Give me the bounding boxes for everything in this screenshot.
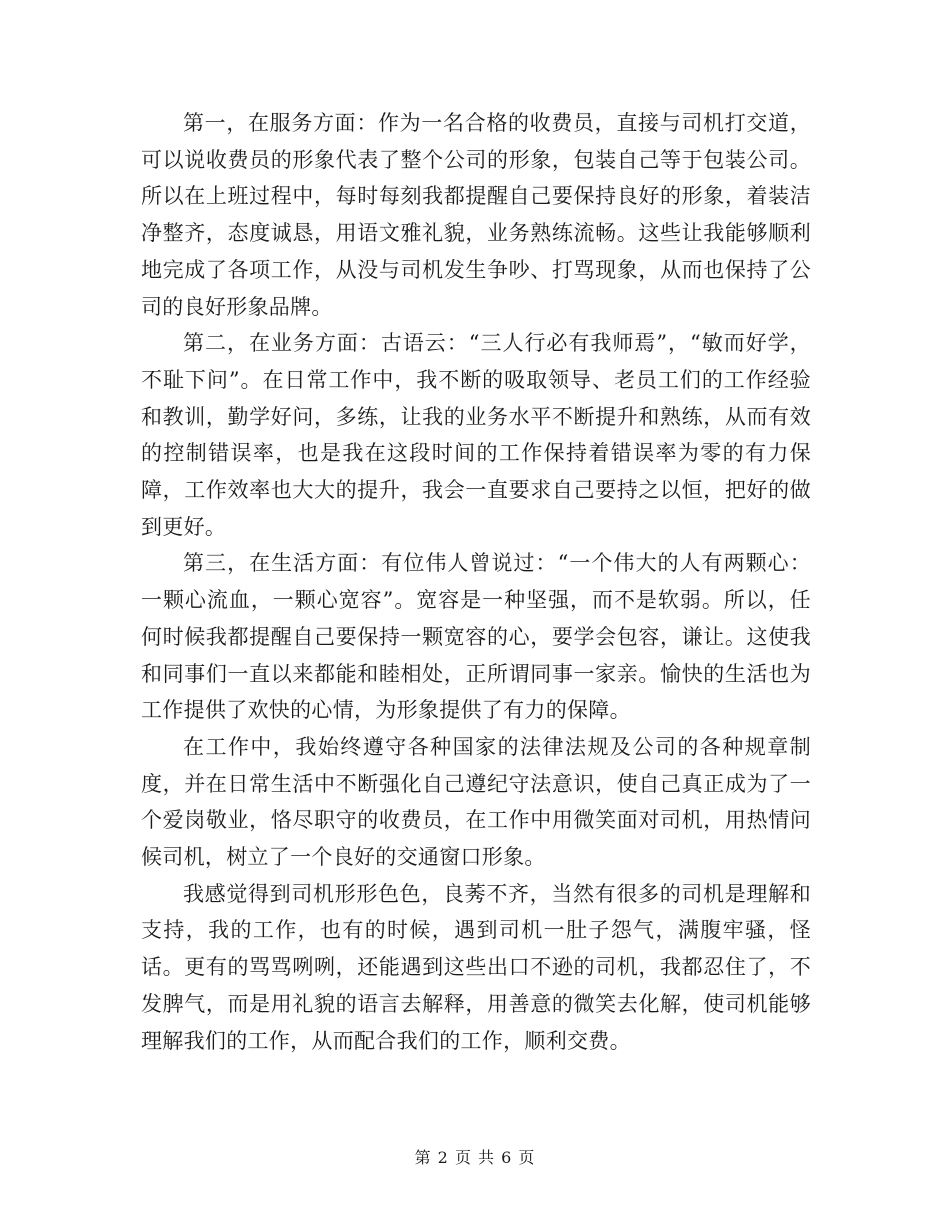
paragraph-business: 第二，在业务方面：古语云：“三人行必有我师焉”，“敏而好学，不耻下问”。在日常工作中，我不断的吸取领导、老员工们的工作经验和教训，勤学好问，多练，让我的业务水平不断提升和熟练，从而有效的控制错误率，也是我在这段时间的工作保持着错误率为零的有力保障，工作效率也大大的提升，我会一直要求自己要持之以恒，把好的做到更好。 — [141, 331, 811, 539]
page-number-footer: 第 2 页 共 6 页 — [414, 1148, 536, 1167]
paragraph-compliance: 在工作中，我始终遵守各种国家的法律法规及公司的各种规章制度，并在日常生活中不断强化自己遵纪守法意识，使自己真正成为了一个爱岗敬业，恪尽职守的收费员，在工作中用微笑面对司机，用热情问候司机，树立了一个良好的交通窗口形象。 — [141, 734, 811, 870]
paragraph-life: 第三，在生活方面：有位伟人曾说过：“一个伟大的人有两颗心：一颗心流血，一颗心宽容”。宽容是一种坚强，而不是软弱。所以，任何时候我都提醒自己要保持一颗宽容的心，要学会包容，谦让。这使我和同事们一直以来都能和睦相处，正所谓同事一家亲。愉快的生活也为工作提供了欢快的心情，为形象提供了有力的保障。 — [141, 551, 811, 723]
paragraph-drivers: 我感觉得到司机形形色色，良莠不齐，当然有很多的司机是理解和支持，我的工作，也有的时候，遇到司机一肚子怨气，满腹牢骚，怪话。更有的骂骂咧咧，还能遇到这些出口不逊的司机，我都忍住了，不发脾气，而是用礼貌的语言去解释，用善意的微笑去化解，使司机能够理解我们的工作，从而配合我们的工作，顺利交费。 — [141, 881, 811, 1053]
paragraph-service: 第一，在服务方面：作为一名合格的收费员，直接与司机打交道，可以说收费员的形象代表了整个公司的形象，包装自己等于包装公司。所以在上班过程中，每时每刻我都提醒自己要保持良好的形象，着装洁净整齐，态度诚恳，用语文雅礼貌，业务熟练流畅。这些让我能够顺利地完成了各项工作，从没与司机发生争吵、打骂现象，从而也保持了公司的良好形象品牌。 — [141, 111, 811, 319]
document-body — [141, 105, 811, 1059]
